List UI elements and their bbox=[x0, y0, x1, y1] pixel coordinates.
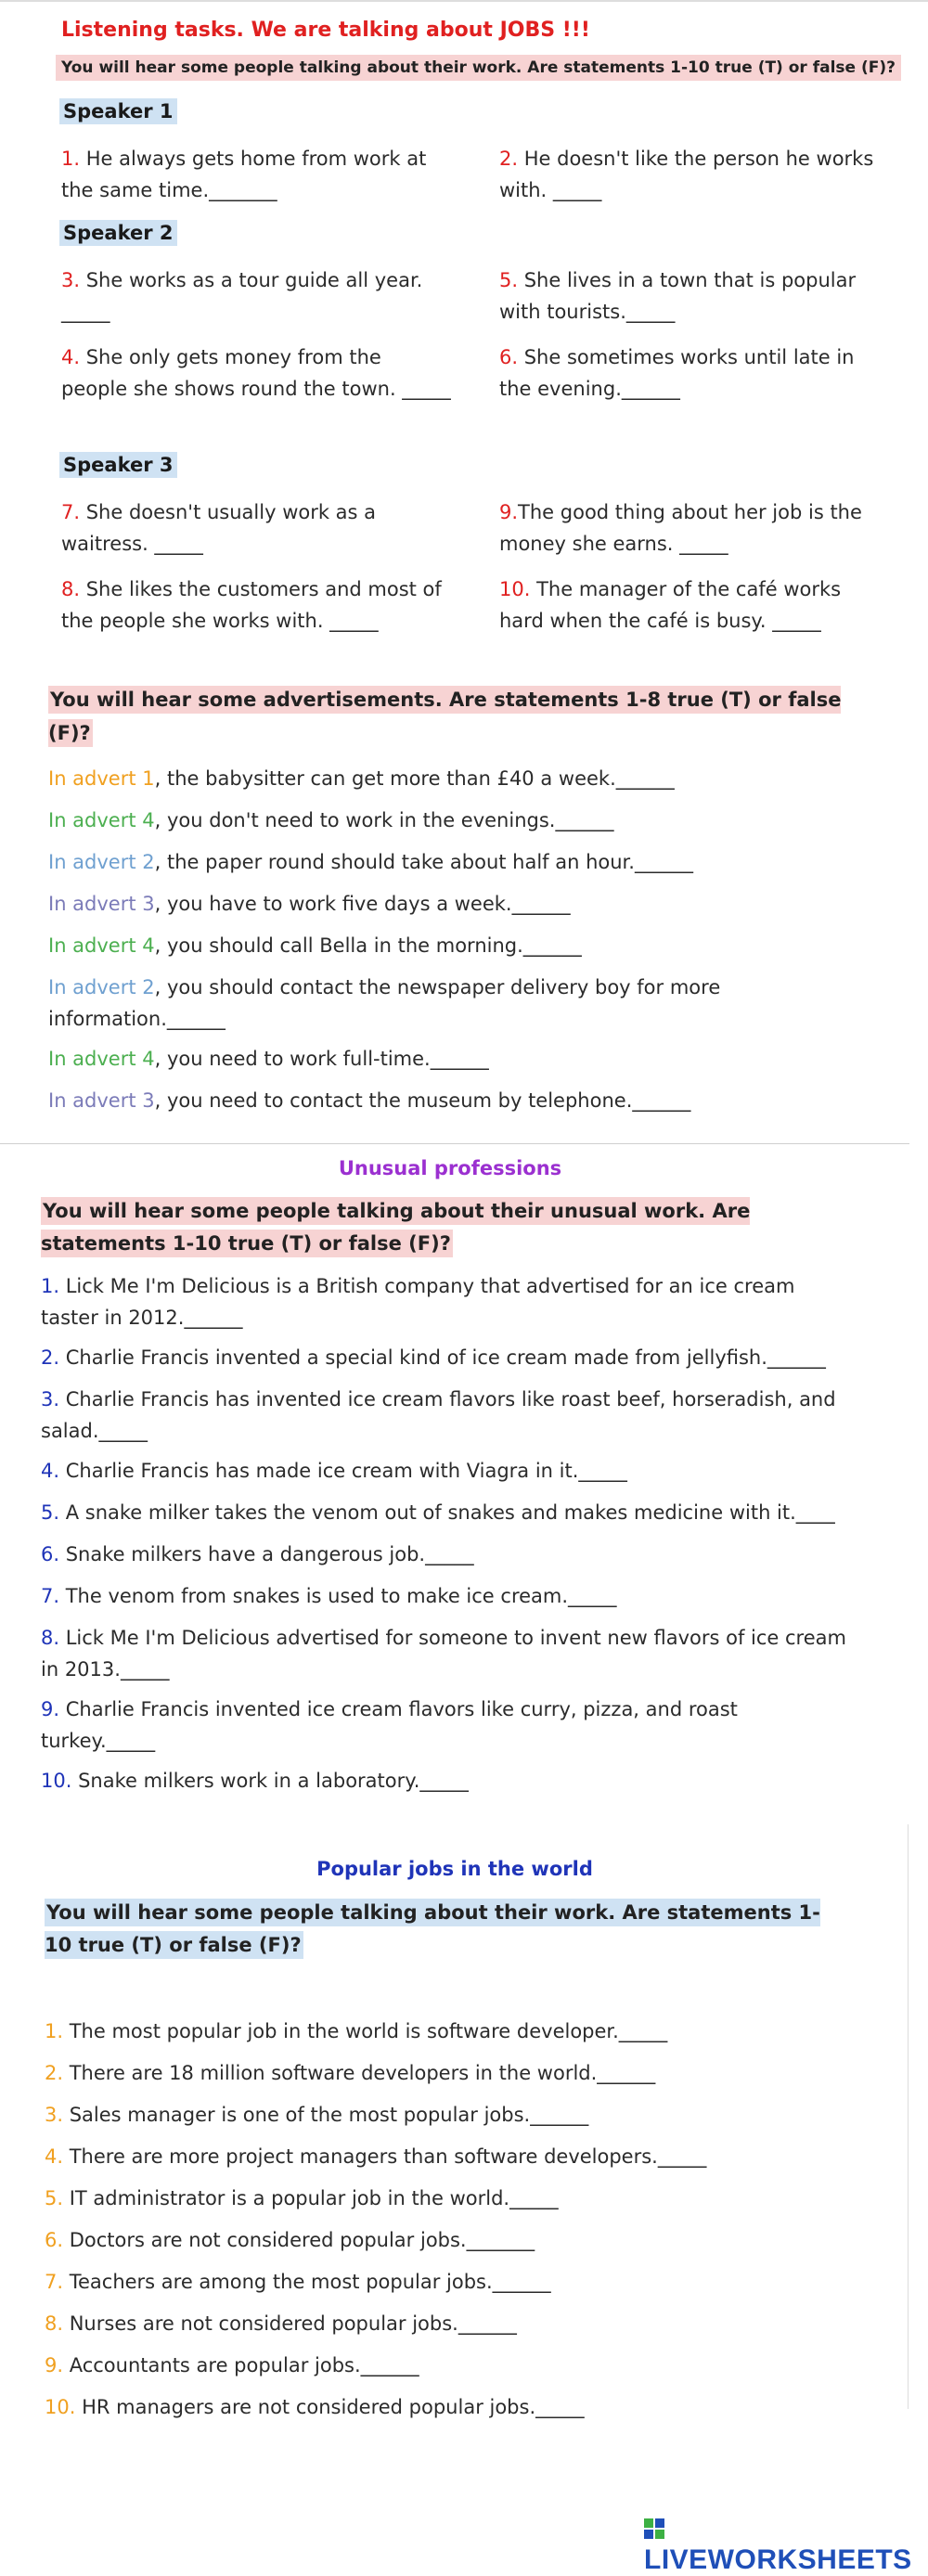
unusual-item-3-text: Charlie Francis has invented ice cream flavors like roast beef, horseradish, and salad._____ bbox=[41, 1388, 836, 1442]
statement-9-num: 9. bbox=[499, 501, 519, 523]
instruction-2 bbox=[48, 683, 846, 750]
advert-item-6-ref: In advert 2 bbox=[48, 976, 155, 998]
speaker-1-text: Speaker 1 bbox=[59, 98, 177, 124]
unusual-item-8-text: Lick Me I'm Delicious advertised for someone to invent new flavors of ice cream in 2013._____ bbox=[41, 1627, 846, 1681]
popular-item-3-text: Sales manager is one of the most popular jobs.______ bbox=[63, 2104, 589, 2126]
popular-item-6 bbox=[45, 2224, 880, 2256]
unusual-item-10-num: 10. bbox=[41, 1770, 72, 1792]
popular-item-5 bbox=[45, 2183, 880, 2214]
statement-6-text: She sometimes works until late in the evening.______ bbox=[499, 346, 855, 400]
statement-2-num: 2. bbox=[499, 148, 519, 170]
instruction-4 bbox=[45, 1897, 843, 1962]
popular-item-8-num: 8. bbox=[45, 2312, 64, 2335]
popular-item-4-text: There are more project managers than software developers._____ bbox=[63, 2145, 707, 2168]
section-4-right-border bbox=[908, 1824, 909, 2409]
statement-7-num: 7. bbox=[61, 501, 81, 523]
popular-item-2 bbox=[45, 2057, 880, 2089]
advert-item-1 bbox=[48, 763, 883, 794]
statement-1-num: 1. bbox=[61, 148, 81, 170]
liveworksheets-logo-text: LIVEWORKSHEETS bbox=[644, 2544, 912, 2575]
unusual-item-6 bbox=[41, 1539, 876, 1570]
statement-8-text: She likes the customers and most of the people she works with. _____ bbox=[61, 578, 442, 632]
statement-4-text: She only gets money from the people she shows round the town. _____ bbox=[61, 346, 451, 400]
popular-item-5-num: 5. bbox=[45, 2187, 64, 2209]
popular-item-4 bbox=[45, 2141, 880, 2172]
statement-5-num: 5. bbox=[499, 269, 519, 291]
instruction-1 bbox=[56, 58, 901, 77]
speaker-3-text: Speaker 3 bbox=[59, 452, 177, 478]
statement-2-text: He doesn't like the person he works with. _____ bbox=[499, 148, 874, 201]
advert-item-8 bbox=[48, 1085, 883, 1116]
popular-item-5-text: IT administrator is a popular job in the world._____ bbox=[63, 2187, 559, 2209]
statement-6 bbox=[499, 341, 889, 405]
advert-item-7 bbox=[48, 1043, 883, 1075]
statement-10-num: 10. bbox=[499, 578, 531, 600]
unusual-item-4 bbox=[41, 1455, 876, 1487]
unusual-item-1 bbox=[41, 1270, 857, 1333]
statement-4-num: 4. bbox=[61, 346, 81, 368]
speaker-3-label bbox=[59, 454, 177, 476]
statement-1 bbox=[61, 143, 451, 206]
unusual-item-9-num: 9. bbox=[41, 1698, 60, 1720]
statement-6-num: 6. bbox=[499, 346, 519, 368]
statement-10-text: The manager of the café works hard when the café is busy. _____ bbox=[499, 578, 842, 632]
unusual-item-8-num: 8. bbox=[41, 1627, 60, 1649]
popular-item-3-num: 3. bbox=[45, 2104, 64, 2126]
popular-item-1-text: The most popular job in the world is software developer._____ bbox=[63, 2020, 668, 2042]
advert-item-2-ref: In advert 4 bbox=[48, 809, 155, 831]
advert-item-7-ref: In advert 4 bbox=[48, 1048, 155, 1070]
popular-item-6-num: 6. bbox=[45, 2229, 64, 2251]
popular-item-6-text: Doctors are not considered popular jobs._______ bbox=[63, 2229, 535, 2251]
instruction-4-text: You will hear some people talking about their work. Are statements 1-10 true (T) or false (F)? bbox=[45, 1899, 820, 1959]
statement-5 bbox=[499, 264, 889, 328]
advert-item-8-text: , you need to contact the museum by telephone.______ bbox=[154, 1089, 691, 1112]
unusual-item-4-text: Charlie Francis has made ice cream with Viagra in it._____ bbox=[59, 1460, 627, 1482]
advert-item-4-text: , you have to work five days a week.______ bbox=[154, 893, 571, 915]
popular-item-9-num: 9. bbox=[45, 2354, 64, 2376]
unusual-item-1-num: 1. bbox=[41, 1275, 60, 1297]
popular-item-8 bbox=[45, 2308, 880, 2339]
unusual-item-6-num: 6. bbox=[41, 1543, 60, 1565]
popular-item-9-text: Accountants are popular jobs.______ bbox=[63, 2354, 419, 2376]
advert-item-3-ref: In advert 2 bbox=[48, 851, 155, 873]
unusual-item-5-num: 5. bbox=[41, 1501, 60, 1524]
section-divider bbox=[0, 1143, 909, 1144]
advert-item-4 bbox=[48, 888, 883, 920]
instruction-3-text: You will hear some people talking about their unusual work. Are statements 1-10 true (T) or false (F)? bbox=[41, 1197, 750, 1257]
unusual-item-4-num: 4. bbox=[41, 1460, 60, 1482]
popular-item-10-num: 10. bbox=[45, 2396, 76, 2418]
unusual-item-7-num: 7. bbox=[41, 1585, 60, 1607]
page-title: Listening tasks. We are talking about JOBS !!! bbox=[61, 19, 590, 42]
advert-item-8-ref: In advert 3 bbox=[48, 1089, 155, 1112]
statement-7-text: She doesn't usually work as a waitress. _____ bbox=[61, 501, 377, 555]
statement-9 bbox=[499, 496, 889, 560]
statement-3-text: She works as a tour guide all year. _____ bbox=[61, 269, 423, 323]
statement-8 bbox=[61, 573, 451, 637]
popular-item-4-num: 4. bbox=[45, 2145, 64, 2168]
unusual-item-2-num: 2. bbox=[41, 1346, 60, 1369]
unusual-item-5 bbox=[41, 1497, 904, 1528]
unusual-item-9-text: Charlie Francis invented ice cream flavors like curry, pizza, and roast turkey._____ bbox=[41, 1698, 738, 1752]
unusual-professions-heading: Unusual professions bbox=[338, 1157, 562, 1179]
popular-item-7-text: Teachers are among the most popular jobs.______ bbox=[63, 2271, 551, 2293]
unusual-item-8 bbox=[41, 1622, 857, 1685]
statement-7 bbox=[61, 496, 451, 560]
unusual-item-10-text: Snake milkers work in a laboratory._____ bbox=[71, 1770, 469, 1792]
popular-item-1-num: 1. bbox=[45, 2020, 64, 2042]
unusual-item-9 bbox=[41, 1694, 820, 1757]
unusual-item-5-text: A snake milker takes the venom out of snakes and makes medicine with it.____ bbox=[59, 1501, 835, 1524]
speaker-2-label bbox=[59, 222, 177, 244]
popular-item-1 bbox=[45, 2016, 880, 2047]
instruction-3 bbox=[41, 1195, 857, 1260]
statement-1-text: He always gets home from work at the same time._______ bbox=[61, 148, 427, 201]
popular-item-10-text: HR managers are not considered popular jobs._____ bbox=[75, 2396, 585, 2418]
statement-9-text: The good thing about her job is the money she earns. _____ bbox=[499, 501, 862, 555]
advert-item-3-text: , the paper round should take about half an hour.______ bbox=[154, 851, 693, 873]
popular-item-7 bbox=[45, 2266, 880, 2298]
popular-item-9 bbox=[45, 2350, 880, 2381]
liveworksheets-logo[interactable] bbox=[644, 2513, 928, 2576]
unusual-item-1-text: Lick Me I'm Delicious is a British company that advertised for an ice cream taster in 2012.______ bbox=[41, 1275, 795, 1329]
advert-item-2 bbox=[48, 805, 883, 836]
advert-item-1-ref: In advert 1 bbox=[48, 767, 155, 790]
liveworksheets-logo-icon bbox=[644, 2518, 664, 2539]
statement-3-num: 3. bbox=[61, 269, 81, 291]
popular-item-3 bbox=[45, 2099, 880, 2131]
advert-item-5-ref: In advert 4 bbox=[48, 934, 155, 957]
advert-item-5 bbox=[48, 930, 883, 961]
statement-4 bbox=[61, 341, 451, 405]
unusual-item-10 bbox=[41, 1765, 876, 1797]
unusual-item-6-text: Snake milkers have a dangerous job._____ bbox=[59, 1543, 474, 1565]
popular-item-2-text: There are 18 million software developers in the world.______ bbox=[63, 2062, 656, 2084]
advert-item-7-text: , you need to work full-time.______ bbox=[154, 1048, 489, 1070]
popular-item-7-num: 7. bbox=[45, 2271, 64, 2293]
statement-5-text: She lives in a town that is popular with tourists._____ bbox=[499, 269, 857, 323]
advert-item-2-text: , you don't need to work in the evenings.______ bbox=[154, 809, 614, 831]
popular-item-10 bbox=[45, 2391, 880, 2423]
unusual-item-2-text: Charlie Francis invented a special kind of ice cream made from jellyfish.______ bbox=[59, 1346, 826, 1369]
statement-2 bbox=[499, 143, 889, 206]
advert-item-6 bbox=[48, 972, 828, 1035]
unusual-item-3 bbox=[41, 1384, 857, 1447]
advert-item-4-ref: In advert 3 bbox=[48, 893, 155, 915]
statement-8-num: 8. bbox=[61, 578, 81, 600]
unusual-item-3-num: 3. bbox=[41, 1388, 60, 1410]
popular-item-2-num: 2. bbox=[45, 2062, 64, 2084]
statement-10 bbox=[499, 573, 889, 637]
instruction-2-text: You will hear some advertisements. Are statements 1-8 true (T) or false (F)? bbox=[48, 686, 841, 747]
unusual-item-7 bbox=[41, 1580, 876, 1612]
popular-item-8-text: Nurses are not considered popular jobs.______ bbox=[63, 2312, 517, 2335]
statement-3 bbox=[61, 264, 451, 328]
advert-item-3 bbox=[48, 846, 883, 878]
unusual-item-2 bbox=[41, 1342, 876, 1373]
advert-item-5-text: , you should call Bella in the morning.______ bbox=[154, 934, 582, 957]
advert-item-1-text: , the babysitter can get more than £40 a week.______ bbox=[154, 767, 675, 790]
speaker-2-text: Speaker 2 bbox=[59, 220, 177, 246]
speaker-1-label bbox=[59, 100, 177, 122]
instruction-1-text: You will hear some people talking about their work. Are statements 1-10 true (T) or false (F)? bbox=[56, 55, 901, 81]
advert-item-6-text: , you should contact the newspaper delivery boy for more information.______ bbox=[48, 976, 721, 1030]
popular-jobs-heading: Popular jobs in the world bbox=[316, 1858, 593, 1880]
unusual-item-7-text: The venom from snakes is used to make ice cream._____ bbox=[59, 1585, 617, 1607]
